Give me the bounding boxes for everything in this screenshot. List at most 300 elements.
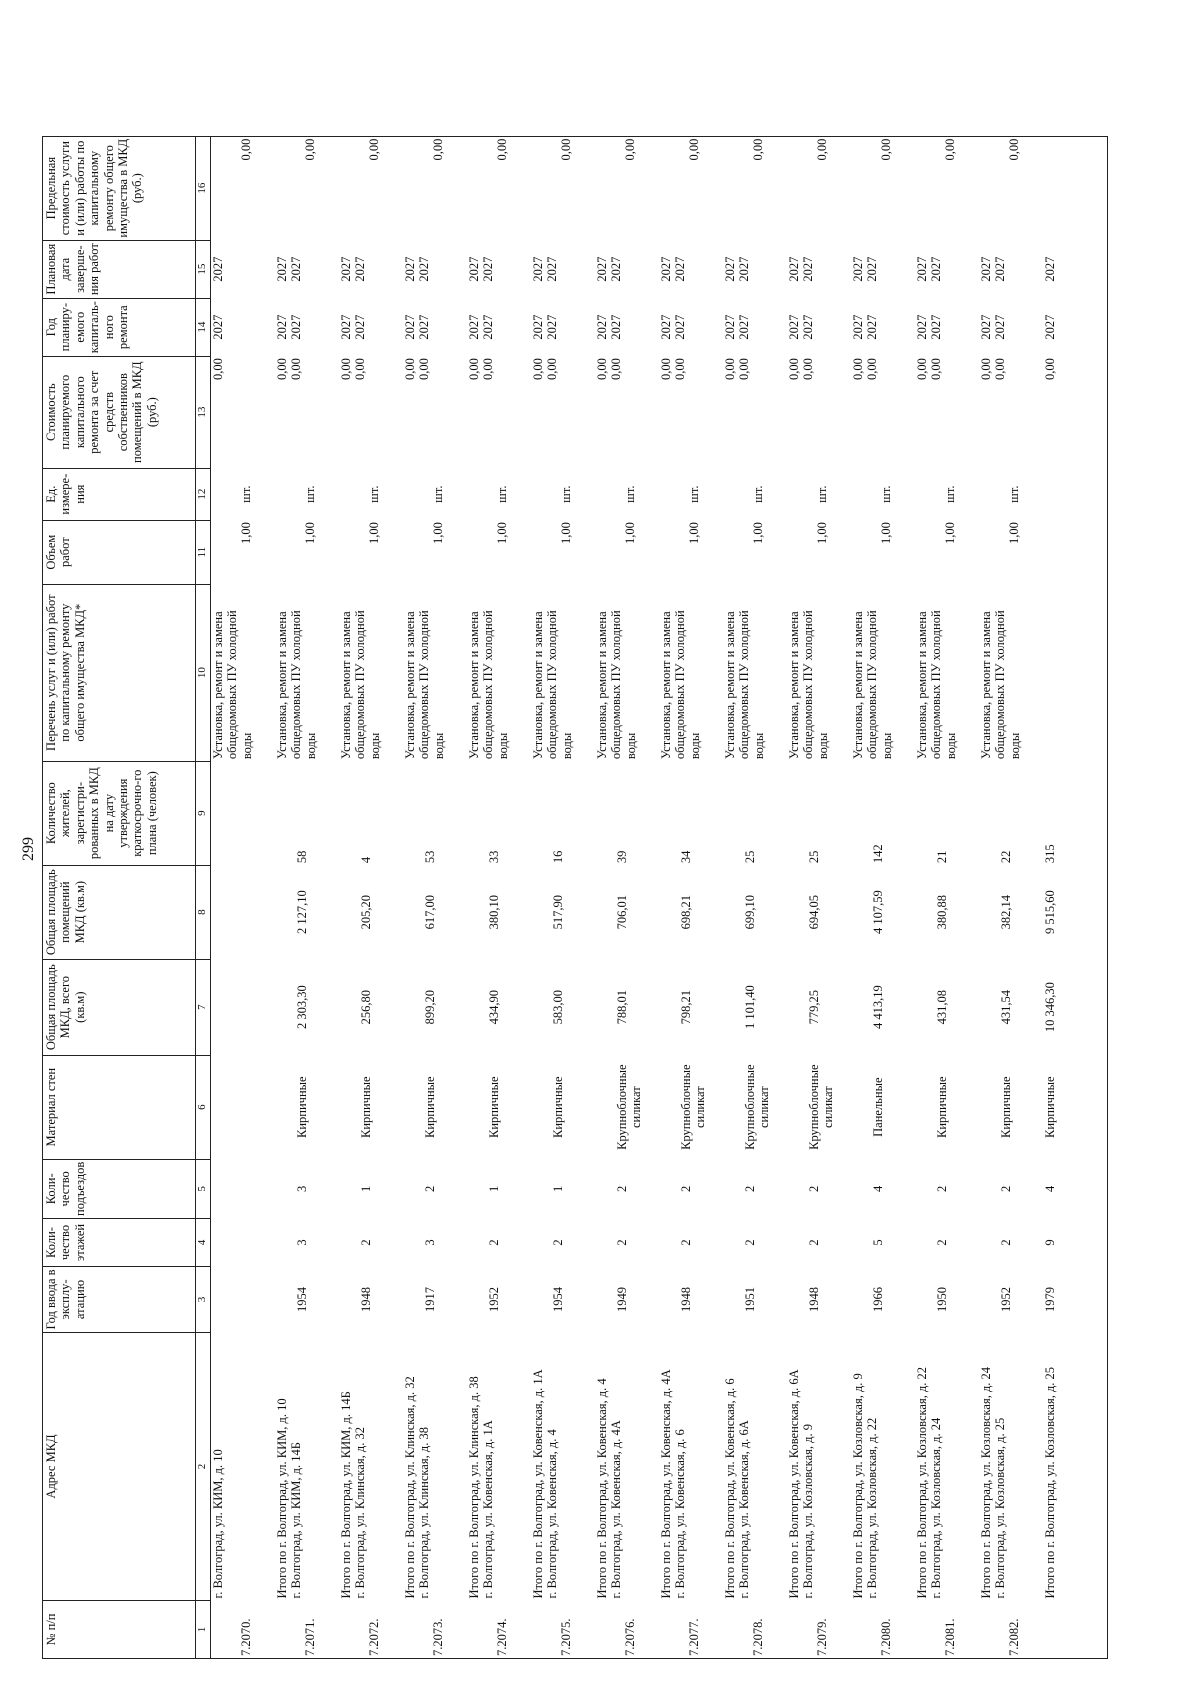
limit-cost: 0,00 — [559, 138, 573, 161]
previous-cost: 0,00 — [787, 358, 801, 381]
cost: 0,00 — [289, 358, 304, 381]
floors — [211, 1221, 231, 1265]
commission-year: 1954 — [295, 1287, 309, 1312]
cost: 0,00 — [481, 358, 496, 381]
table-row — [531, 136, 595, 1658]
header-cell: Перечень услуг и (или) работ по капитальному ремонту общего имущества МКД* — [43, 584, 196, 761]
address: г. Волгоград, ул. КИМ, д. 14Б — [289, 1442, 304, 1599]
unit: шт. — [687, 485, 701, 503]
unit: шт. — [751, 485, 765, 503]
table-row — [851, 136, 915, 1658]
entrances: 2 — [935, 1185, 949, 1192]
address: г. Волгоград, ул. Козловская, д. 25 — [993, 1417, 1008, 1599]
limit-cost: 0,00 — [943, 138, 957, 161]
residents: 142 — [871, 844, 885, 864]
wall-material: Крупноблочные силикат — [807, 1064, 836, 1150]
work-description: Установка, ремонт и замена общедомовых ПУ холодной воды — [403, 610, 446, 760]
work-description: Установка, ремонт и замена общедомовых ПУ холодной воды — [339, 610, 382, 760]
wall-material: Кирпичные — [359, 1076, 373, 1138]
limit-cost: 0,00 — [687, 138, 701, 161]
total-plan-year: 2027 — [1043, 298, 1108, 356]
end-date: 2027 — [417, 256, 432, 282]
plan-year: 2027 — [481, 314, 496, 340]
cost: 0,00 — [993, 358, 1008, 381]
table-row — [339, 136, 403, 1658]
previous-end-date: 2027 — [979, 256, 993, 282]
header-cell: Коли-чество подъездов — [43, 1159, 196, 1218]
previous-end-date: 2027 — [723, 256, 737, 282]
work-description: Установка, ремонт и замена общедомовых ПУ холодной воды — [467, 610, 510, 760]
previous-end-date: 2027 — [595, 256, 609, 282]
previous-plan-year: 2027 — [595, 314, 609, 340]
rooms-area: 617,00 — [423, 894, 437, 930]
wall-material: Панельные — [871, 1077, 885, 1137]
entrances: 1 — [359, 1185, 373, 1192]
plan-year: 2027 — [353, 314, 368, 340]
row-number: 7.2081. — [943, 1618, 957, 1656]
final-total-row — [1043, 136, 1108, 1658]
total-residents: 315 — [1043, 761, 1108, 865]
cost: 0,00 — [737, 358, 752, 381]
previous-cost: 0,00 — [531, 358, 545, 381]
previous-total-label: Итого по г. Волгоград, ул. Ковенская, д. 1А — [531, 1369, 545, 1599]
unit: шт. — [815, 485, 829, 503]
wall-material: Кирпичные — [551, 1076, 565, 1138]
residents: 21 — [935, 850, 949, 864]
column-number: 1 — [196, 1601, 211, 1659]
row-number: 7.2078. — [751, 1618, 765, 1656]
previous-cost: 0,00 — [595, 358, 609, 381]
plan-year: 2027 — [737, 314, 752, 340]
total-area: 788,01 — [615, 989, 629, 1025]
end-date: 2027 — [481, 256, 496, 282]
header-cell: Год ввода в эксплу-атацию — [43, 1267, 196, 1333]
commission-year: 1952 — [487, 1287, 501, 1312]
residents: 25 — [743, 850, 757, 864]
end-date: 2027 — [673, 256, 688, 282]
work-description: Установка, ремонт и замена общедомовых ПУ холодной воды — [211, 610, 254, 760]
cost: 0,00 — [417, 358, 432, 381]
total-label: Итого по г. Волгоград, ул. Козловская, д. 25 — [1043, 1333, 1108, 1601]
column-number: 3 — [196, 1267, 211, 1333]
address: г. Волгоград, ул. Ковенская, д. 6 — [673, 1429, 688, 1599]
row-number: 7.2082. — [1007, 1618, 1021, 1656]
work-description: Установка, ремонт и замена общедомовых ПУ холодной воды — [915, 610, 958, 760]
commission-year: 1948 — [807, 1287, 821, 1312]
unit: шт. — [559, 485, 573, 503]
previous-cost: 0,00 — [403, 358, 417, 381]
table-row — [915, 136, 979, 1658]
row-number: 7.2073. — [431, 1618, 445, 1656]
work-description: Установка, ремонт и замена общедомовых ПУ холодной воды — [275, 610, 318, 760]
address: г. Волгоград, ул. Ковенская, д. 4 — [545, 1429, 560, 1599]
row-number: 7.2076. — [623, 1618, 637, 1656]
rooms-area: 382,14 — [999, 894, 1013, 930]
total-material: Кирпичные — [1043, 1055, 1108, 1159]
header-cell: Предельная стоимость услуги и (или) работы по капитальному ремонту общего имущества в МКД (руб.) — [43, 136, 196, 240]
wall-material: Кирпичные — [935, 1076, 949, 1138]
rooms-area: 706,01 — [615, 894, 629, 930]
previous-cost: 0,00 — [979, 358, 993, 381]
rooms-area: 698,21 — [679, 894, 693, 930]
commission-year: 1948 — [679, 1287, 693, 1312]
wall-material: Крупноблочные силикат — [743, 1064, 772, 1150]
work-volume: 1,00 — [687, 522, 701, 545]
previous-cost: 0,00 — [467, 358, 481, 381]
row-number: 7.2075. — [559, 1618, 573, 1656]
previous-plan-year: 2027 — [723, 314, 737, 340]
table-row — [979, 136, 1043, 1658]
total-area: 431,54 — [999, 989, 1013, 1025]
column-number: 9 — [196, 761, 211, 865]
header-cell: Год планиру-емого капиталь-ного ремонта — [43, 298, 196, 356]
previous-plan-year: 2027 — [467, 314, 481, 340]
cost: 0,00 — [211, 358, 225, 381]
floors: 2 — [999, 1239, 1013, 1246]
table-header — [43, 136, 211, 1658]
residents: 22 — [999, 850, 1013, 864]
limit-cost: 0,00 — [239, 138, 253, 161]
header-cell: Общая площадь помещений МКД (кв.м) — [43, 865, 196, 959]
address: г. Волгоград, ул. Козловская, д. 22 — [865, 1417, 880, 1599]
table-row — [403, 136, 467, 1658]
residents — [211, 763, 231, 863]
end-date: 2027 — [737, 256, 752, 282]
table-row — [595, 136, 659, 1658]
cost: 0,00 — [673, 358, 688, 381]
unit: шт. — [367, 485, 381, 503]
wall-material: Кирпичные — [295, 1076, 309, 1138]
table-row — [787, 136, 851, 1658]
wall-material: Крупноблочные силикат — [615, 1064, 644, 1150]
plan-year: 2027 — [609, 314, 624, 340]
work-volume: 1,00 — [751, 522, 765, 545]
previous-end-date: 2027 — [851, 256, 865, 282]
column-number: 10 — [196, 584, 211, 761]
total-area: 4 413,19 — [871, 985, 885, 1030]
address: г. Волгоград, ул. Козловская, д. 24 — [929, 1417, 944, 1599]
table-row — [723, 136, 787, 1658]
previous-end-date: 2027 — [787, 256, 801, 282]
work-description: Установка, ремонт и замена общедомовых ПУ холодной воды — [851, 610, 894, 760]
work-description: Установка, ремонт и замена общедомовых ПУ холодной воды — [979, 610, 1022, 760]
limit-cost: 0,00 — [495, 138, 509, 161]
column-number: 7 — [196, 959, 211, 1055]
address: г. Волгоград, ул. Ковенская, д. 6А — [737, 1420, 752, 1599]
total-area: 431,08 — [935, 989, 949, 1025]
previous-plan-year: 2027 — [851, 314, 865, 340]
previous-total-label: Итого по г. Волгоград, ул. Ковенская, д. 4А — [659, 1369, 673, 1599]
unit: шт. — [239, 485, 253, 503]
rooms-area — [211, 867, 231, 957]
previous-cost: 0,00 — [915, 358, 929, 381]
previous-plan-year: 2027 — [979, 314, 993, 340]
residents: 4 — [359, 856, 373, 864]
plan-year: 2027 — [929, 314, 944, 340]
unit: шт. — [431, 485, 445, 503]
unit: шт. — [1007, 485, 1021, 503]
page-number: 299 — [20, 837, 37, 861]
cost: 0,00 — [353, 358, 368, 381]
row-number: 7.2072. — [367, 1618, 381, 1656]
limit-cost: 0,00 — [1007, 138, 1021, 161]
rooms-area: 699,10 — [743, 894, 757, 930]
wall-material — [211, 1057, 231, 1157]
residents: 16 — [551, 850, 565, 864]
rooms-area: 4 107,59 — [871, 890, 885, 935]
work-volume: 1,00 — [559, 522, 573, 545]
unit: шт. — [495, 485, 509, 503]
limit-cost: 0,00 — [879, 138, 893, 161]
table-row — [275, 136, 339, 1658]
total-end-date: 2027 — [1043, 240, 1108, 298]
wall-material: Кирпичные — [487, 1076, 501, 1138]
previous-plan-year: 2027 — [915, 314, 929, 340]
capital-repair-table — [42, 136, 1108, 1659]
header-cell: Стоимость планируемого капитального ремонта за счет средств собственников помещений в МКД (руб.) — [43, 356, 196, 468]
work-description: Установка, ремонт и замена общедомовых ПУ холодной воды — [531, 610, 574, 760]
end-date: 2027 — [993, 256, 1008, 282]
total-area: 256,80 — [359, 989, 373, 1025]
plan-year: 2027 — [211, 314, 225, 340]
work-volume: 1,00 — [879, 522, 893, 545]
residents: 39 — [615, 850, 629, 864]
plan-year: 2027 — [673, 314, 688, 340]
address: г. Волгоград, ул. Ковенская, д. 4А — [609, 1420, 624, 1599]
entrances: 2 — [807, 1185, 821, 1192]
rooms-area: 380,88 — [935, 894, 949, 930]
row-number: 7.2074. — [495, 1618, 509, 1656]
cost: 0,00 — [929, 358, 944, 381]
entrances: 2 — [679, 1185, 693, 1192]
address: г. Волгоград, ул. Ковенская, д. 1А — [481, 1420, 496, 1599]
commission-year: 1917 — [423, 1287, 437, 1312]
column-number: 15 — [196, 240, 211, 298]
total-area: 2 303,30 — [295, 985, 309, 1030]
previous-cost: 0,00 — [275, 358, 289, 381]
end-date: 2027 — [801, 256, 816, 282]
column-number: 16 — [196, 136, 211, 240]
column-number: 12 — [196, 468, 211, 520]
table-row — [211, 136, 276, 1658]
work-volume: 1,00 — [943, 522, 957, 545]
previous-total-label: Итого по г. Волгоград, ул. Ковенская, д. 6 — [723, 1378, 737, 1599]
address: г. Волгоград, ул. Клинская, д. 38 — [417, 1427, 432, 1599]
table-body — [211, 136, 1108, 1658]
limit-cost: 0,00 — [431, 138, 445, 161]
column-number: 8 — [196, 865, 211, 959]
total-area: 1 101,40 — [743, 985, 757, 1030]
row-number: 7.2079. — [815, 1618, 829, 1656]
previous-cost: 0,00 — [659, 358, 673, 381]
rooms-area: 380,10 — [487, 894, 501, 930]
commission-year: 1954 — [551, 1287, 565, 1312]
total-cost: 0,00 — [1043, 356, 1108, 468]
previous-cost: 0,00 — [723, 358, 737, 381]
wall-material: Кирпичные — [999, 1076, 1013, 1138]
cost: 0,00 — [865, 358, 880, 381]
row-number: 7.2077. — [687, 1618, 701, 1656]
entrances — [211, 1161, 231, 1216]
row-number: 7.2080. — [879, 1618, 893, 1656]
limit-cost: 0,00 — [815, 138, 829, 161]
wall-material: Кирпичные — [423, 1076, 437, 1138]
row-number: 7.2071. — [303, 1618, 317, 1656]
total-entrances: 4 — [1043, 1159, 1108, 1218]
header-cell: Коли-чество этажей — [43, 1219, 196, 1267]
column-number: 6 — [196, 1055, 211, 1159]
residents: 34 — [679, 850, 693, 864]
wall-material: Крупноблочные силикат — [679, 1064, 708, 1150]
work-volume: 1,00 — [495, 522, 509, 545]
entrances: 2 — [999, 1185, 1013, 1192]
end-date: 2027 — [865, 256, 880, 282]
work-volume: 1,00 — [623, 522, 637, 545]
floors: 2 — [487, 1239, 501, 1246]
previous-end-date: 2027 — [531, 256, 545, 282]
end-date: 2027 — [609, 256, 624, 282]
total-area: 899,20 — [423, 989, 437, 1025]
previous-total-label: Итого по г. Волгоград, ул. Клинская, д. 32 — [403, 1376, 417, 1599]
commission-year: 1952 — [999, 1287, 1013, 1312]
previous-end-date: 2027 — [403, 256, 417, 282]
limit-cost: 0,00 — [751, 138, 765, 161]
unit: шт. — [623, 485, 637, 503]
header-cell: Количество жителей, зарегистри-рованных в МКД на дату утверждения краткосрочно-го плана (человек) — [43, 761, 196, 865]
work-volume: 1,00 — [815, 522, 829, 545]
previous-plan-year: 2027 — [339, 314, 353, 340]
table-row — [659, 136, 723, 1658]
previous-total-label: Итого по г. Волгоград, ул. Ковенская, д. 4 — [595, 1378, 609, 1599]
header-cell: Адрес МКД — [43, 1333, 196, 1601]
cost: 0,00 — [609, 358, 624, 381]
commission-year: 1951 — [743, 1287, 757, 1312]
residents: 33 — [487, 850, 501, 864]
rooms-area: 205,20 — [359, 894, 373, 930]
plan-year: 2027 — [289, 314, 304, 340]
work-volume: 1,00 — [367, 522, 381, 545]
previous-total-label: Итого по г. Волгоград, ул. Козловская, д. 22 — [915, 1366, 929, 1599]
work-description: Установка, ремонт и замена общедомовых ПУ холодной воды — [659, 610, 702, 760]
limit-cost: 0,00 — [303, 138, 317, 161]
work-description: Установка, ремонт и замена общедомовых ПУ холодной воды — [787, 610, 830, 760]
column-number: 4 — [196, 1219, 211, 1267]
column-number: 2 — [196, 1333, 211, 1601]
previous-end-date: 2027 — [339, 256, 353, 282]
end-date: 2027 — [211, 256, 225, 282]
previous-total-label: Итого по г. Волгоград, ул. КИМ, д. 10 — [275, 1398, 289, 1599]
cost: 0,00 — [801, 358, 816, 381]
floors: 3 — [423, 1239, 437, 1246]
work-description: Установка, ремонт и замена общедомовых ПУ холодной воды — [595, 610, 638, 760]
total-year: 1979 — [1043, 1267, 1108, 1333]
previous-end-date: 2027 — [275, 256, 289, 282]
plan-year: 2027 — [801, 314, 816, 340]
row-number: 7.2070. — [239, 1618, 253, 1656]
commission-year: 1949 — [615, 1287, 629, 1312]
previous-plan-year: 2027 — [787, 314, 801, 340]
column-number: 14 — [196, 298, 211, 356]
header-cell: № п/п — [43, 1601, 196, 1659]
column-number: 11 — [196, 520, 211, 584]
previous-end-date: 2027 — [659, 256, 673, 282]
total-area: 798,21 — [679, 989, 693, 1025]
floors: 2 — [359, 1239, 373, 1246]
total-area-rooms: 9 515,60 — [1043, 865, 1108, 959]
floors: 3 — [295, 1239, 309, 1246]
entrances: 2 — [615, 1185, 629, 1192]
unit: шт. — [879, 485, 893, 503]
residents: 25 — [807, 850, 821, 864]
end-date: 2027 — [353, 256, 368, 282]
work-volume: 1,00 — [431, 522, 445, 545]
plan-year: 2027 — [417, 314, 432, 340]
entrances: 3 — [295, 1185, 309, 1192]
work-description: Установка, ремонт и замена общедомовых ПУ холодной воды — [723, 610, 766, 760]
cost: 0,00 — [545, 358, 560, 381]
address: г. Волгоград, ул. Клинская, д. 32 — [353, 1427, 368, 1599]
address: г. Волгоград, ул. Козловская, д. 9 — [801, 1424, 816, 1599]
previous-plan-year: 2027 — [659, 314, 673, 340]
floors: 5 — [871, 1239, 885, 1246]
floors: 2 — [679, 1239, 693, 1246]
previous-plan-year: 2027 — [275, 314, 289, 340]
floors: 2 — [615, 1239, 629, 1246]
floors: 2 — [551, 1239, 565, 1246]
commission-year: 1948 — [359, 1287, 373, 1312]
entrances: 2 — [423, 1185, 437, 1192]
previous-end-date: 2027 — [467, 256, 481, 282]
table-row — [467, 136, 531, 1658]
end-date: 2027 — [929, 256, 944, 282]
header-cell: Объем работ — [43, 520, 196, 584]
previous-total-label: Итого по г. Волгоград, ул. Козловская, д. 9 — [851, 1373, 865, 1599]
plan-year: 2027 — [865, 314, 880, 340]
rooms-area: 694,05 — [807, 894, 821, 930]
work-volume: 1,00 — [239, 522, 253, 545]
plan-year: 2027 — [545, 314, 560, 340]
floors: 2 — [807, 1239, 821, 1246]
total-floors: 9 — [1043, 1219, 1108, 1267]
end-date: 2027 — [545, 256, 560, 282]
entrances: 1 — [487, 1185, 501, 1192]
residents: 53 — [423, 850, 437, 864]
total-area: 434,90 — [487, 989, 501, 1025]
end-date: 2027 — [289, 256, 304, 282]
entrances: 4 — [871, 1185, 885, 1192]
floors: 2 — [935, 1239, 949, 1246]
total-area: 583,00 — [551, 989, 565, 1025]
header-cell: Плановая дата заверше-ния работ — [43, 240, 196, 298]
work-volume: 1,00 — [303, 522, 317, 545]
column-number-row — [196, 136, 211, 1658]
header-cell: Ед. измере-ния — [43, 468, 196, 520]
previous-total-label: Итого по г. Волгоград, ул. Ковенская, д. 6А — [787, 1369, 801, 1599]
address: г. Волгоград, ул. КИМ, д. 10 — [211, 1449, 225, 1599]
previous-cost: 0,00 — [339, 358, 353, 381]
column-number: 13 — [196, 356, 211, 468]
previous-end-date: 2027 — [915, 256, 929, 282]
commission-year — [211, 1269, 231, 1331]
total-area — [211, 961, 231, 1053]
limit-cost: 0,00 — [623, 138, 637, 161]
residents: 58 — [295, 850, 309, 864]
floors: 2 — [743, 1239, 757, 1246]
rooms-area: 2 127,10 — [295, 890, 309, 935]
header-cell: Общая площадь МКД, всего (кв.м) — [43, 959, 196, 1055]
entrances: 2 — [743, 1185, 757, 1192]
rooms-area: 517,90 — [551, 894, 565, 930]
